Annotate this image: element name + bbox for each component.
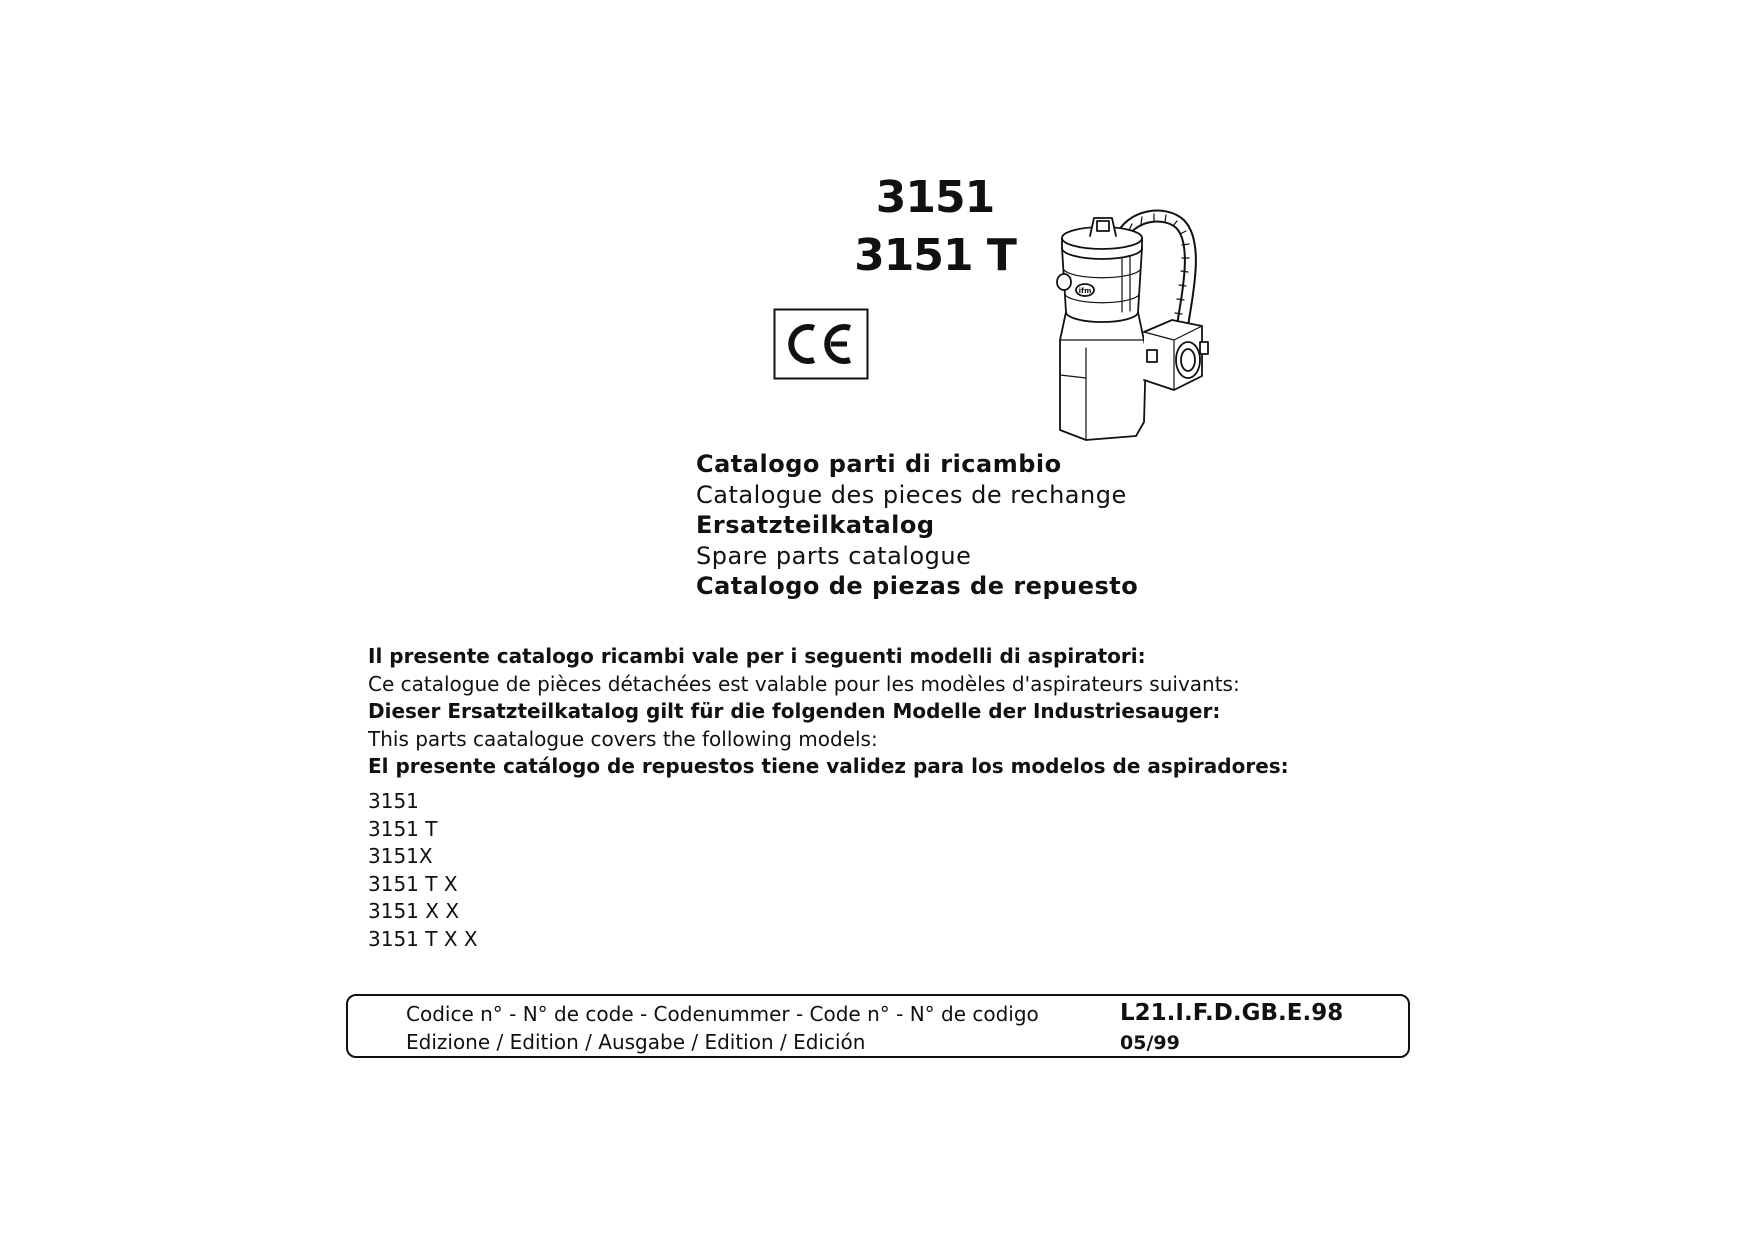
code-value: L21.I.F.D.GB.E.98	[1120, 1000, 1344, 1026]
model-list-item: 3151	[368, 789, 419, 813]
vacuum-cleaner-illustration	[1050, 200, 1230, 450]
model-list-item: 3151 T X X	[368, 926, 478, 951]
ce-mark-icon	[773, 308, 869, 380]
code-label: Codice n° - N° de code - Codenummer - Code n° - N° de codigo	[406, 1002, 1039, 1026]
validity-statement-it: Il presente catalogo ricambi vale per i seguenti modelli di aspiratori:	[368, 644, 1146, 668]
validity-statement-es: El presente catálogo de repuestos tiene validez para los modelos de aspiradores:	[368, 754, 1289, 778]
model-list-item: 3151 T	[368, 816, 438, 841]
validity-statement-fr: Ce catalogue de pièces détachées est valable pour les modèles d'aspirateurs suivants:	[368, 671, 1240, 696]
model-list	[368, 788, 478, 954]
ifm-logo: ifm	[1078, 287, 1092, 295]
validity-statement-de: Dieser Ersatzteilkatalog gilt für die folgenden Modelle der Industriesauger:	[368, 699, 1221, 723]
model-title-secondary: 3151 T	[854, 230, 1016, 281]
catalog-titles	[696, 449, 1138, 602]
catalog-title-en: Spare parts catalogue	[696, 541, 972, 570]
model-list-item: 3151 X X	[368, 899, 460, 924]
catalog-title-it: Catalogo parti di ricambio	[696, 450, 1062, 478]
model-list-item: 3151 T X	[368, 871, 458, 896]
edition-value: 05/99	[1120, 1032, 1180, 1054]
catalog-title-es: Catalogo de piezas de repuesto	[696, 572, 1139, 600]
validity-statements	[368, 643, 1289, 781]
code-edition-box	[346, 994, 1410, 1058]
catalog-title-fr: Catalogue des pieces de rechange	[696, 480, 1127, 509]
edition-label: Edizione / Edition / Ausgabe / Edition / Edición	[406, 1030, 866, 1054]
model-title-primary: 3151	[875, 172, 995, 223]
model-list-item: 3151X	[368, 844, 433, 869]
validity-statement-en: This parts caatalogue covers the following models:	[368, 726, 878, 751]
catalog-title-de: Ersatzteilkatalog	[696, 511, 935, 539]
